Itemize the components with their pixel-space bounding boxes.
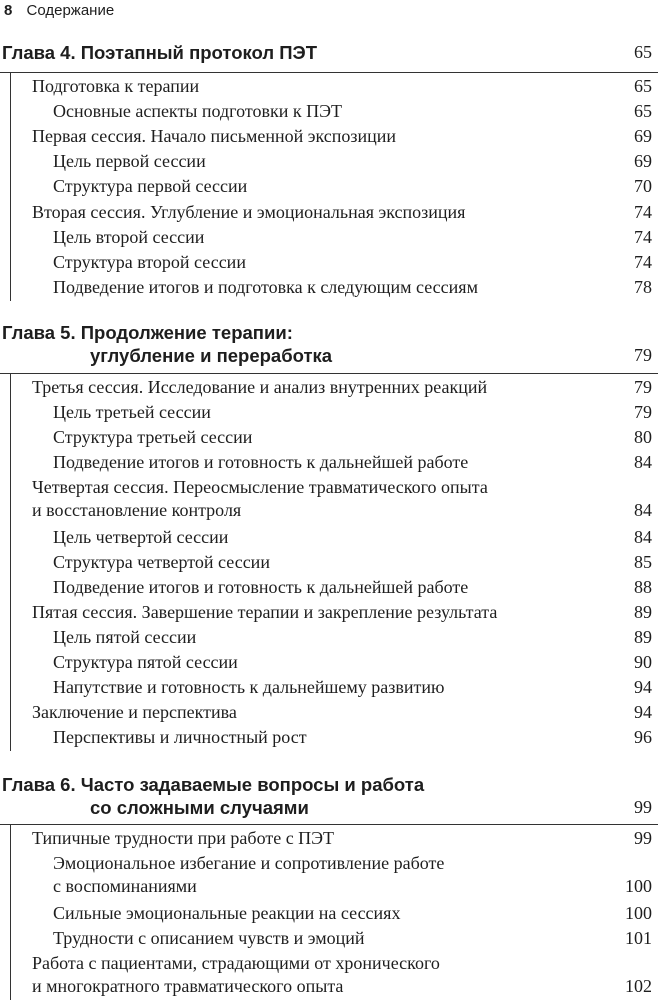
toc-entry[interactable]: Структура второй сессии 74 (53, 252, 652, 272)
toc-page: 85 (634, 552, 652, 572)
chapter-side-line (10, 824, 11, 1000)
chapter-title: Глава 6. Часто задаваемые вопросы и работа (2, 774, 425, 795)
toc-entry[interactable]: Подведение итогов и подготовка к следующим сессиям 78 (53, 277, 652, 297)
toc-entry[interactable]: Сильные эмоциональные реакции на сессиях 100 (53, 903, 652, 923)
chapter-title: Глава 5. Продолжение терапии: (2, 322, 293, 343)
toc-page: 65 (634, 76, 652, 96)
chapter-title: Глава 4. Поэтапный протокол ПЭТ (2, 42, 318, 63)
toc-entry[interactable]: Первая сессия. Начало письменной экспозиции 69 (32, 126, 652, 146)
chapter-side-line (10, 373, 11, 751)
toc-entry[interactable]: Эмоциональное избегание и сопротивление работе с воспоминаниями 100 (53, 853, 652, 896)
chapter-side-line (10, 72, 11, 301)
toc-entry[interactable]: Перспективы и личностный рост 96 (53, 727, 652, 747)
chapter-rule (0, 824, 658, 825)
toc-page: 94 (634, 677, 652, 697)
toc-page: 94 (634, 702, 652, 722)
toc-entry[interactable]: Третья сессия. Исследование и анализ внутренних реакций 79 (32, 377, 652, 397)
page-number: 8 (4, 2, 13, 19)
toc-page: 90 (634, 652, 652, 672)
running-title: Содержание (26, 2, 115, 19)
toc-entry[interactable]: Напутствие и готовность к дальнейшему развитию 94 (53, 677, 652, 697)
chapter-6-heading (2, 773, 652, 819)
chapter-rule (0, 373, 658, 374)
chapter-page: 79 (634, 345, 652, 365)
toc-entry[interactable]: Цель третьей сессии 79 (53, 402, 652, 422)
toc-page: 101 (625, 928, 652, 948)
toc-page: 88 (634, 577, 652, 597)
toc-page: 100 (625, 876, 652, 896)
toc-entry[interactable]: Структура пятой сессии 90 (53, 652, 652, 672)
toc-entry[interactable]: Трудности с описанием чувств и эмоций 101 (53, 928, 652, 948)
toc-page: 79 (634, 402, 652, 422)
toc-page: 84 (634, 500, 652, 520)
toc-entry[interactable]: Цель четвертой сессии 84 (53, 527, 652, 547)
running-header (4, 2, 114, 22)
toc-entry[interactable]: Цель второй сессии 74 (53, 227, 652, 247)
chapter-title-continued: углубление и переработка (90, 345, 333, 366)
toc-page: 84 (634, 452, 652, 472)
chapter-4-heading (2, 41, 652, 64)
chapter-page: 65 (634, 42, 652, 62)
toc-page: 70 (634, 176, 652, 196)
toc-entry[interactable]: Работа с пациентами, страдающими от хронического и многократного травматического опыта 102 (32, 953, 652, 996)
toc-page: 69 (634, 151, 652, 171)
toc-page: 74 (634, 202, 652, 222)
toc-page: 89 (634, 602, 652, 622)
chapter-rule (0, 72, 658, 73)
toc-page: 84 (634, 527, 652, 547)
toc-page: 65 (634, 101, 652, 121)
toc-entry[interactable]: Четвертая сессия. Переосмысление травматического опыта и восстановление контроля 84 (32, 477, 652, 520)
toc-entry[interactable]: Заключение и перспектива 94 (32, 702, 652, 722)
toc-entry[interactable]: Подготовка к терапии 65 (32, 76, 652, 96)
toc-page: 100 (625, 903, 652, 923)
toc-page: 80 (634, 427, 652, 447)
toc-entry[interactable]: Структура третьей сессии 80 (53, 427, 652, 447)
toc-entry[interactable]: Вторая сессия. Углубление и эмоциональная экспозиция 74 (32, 202, 652, 222)
chapter-page: 99 (634, 797, 652, 817)
toc-page: 102 (625, 976, 652, 996)
toc-page: 89 (634, 627, 652, 647)
toc-entry[interactable]: Структура четвертой сессии 85 (53, 552, 652, 572)
toc-page: 96 (634, 727, 652, 747)
toc-page: 78 (634, 277, 652, 297)
chapter-5-heading (2, 321, 652, 367)
toc-entry[interactable]: Типичные трудности при работе с ПЭТ 99 (32, 828, 652, 848)
toc-entry[interactable]: Пятая сессия. Завершение терапии и закрепление результата 89 (32, 602, 652, 622)
toc-page: 99 (634, 828, 652, 848)
toc-page: 74 (634, 227, 652, 247)
toc-entry[interactable]: Цель пятой сессии 89 (53, 627, 652, 647)
toc-page: 74 (634, 252, 652, 272)
chapter-title-continued: со сложными случаями (90, 797, 309, 818)
toc-entry[interactable]: Цель первой сессии 69 (53, 151, 652, 171)
toc-entry[interactable]: Подведение итогов и готовность к дальнейшей работе 88 (53, 577, 652, 597)
toc-entry[interactable]: Основные аспекты подготовки к ПЭТ 65 (53, 101, 652, 121)
toc-entry[interactable]: Структура первой сессии 70 (53, 176, 652, 196)
toc-entry[interactable]: Подведение итогов и готовность к дальнейшей работе 84 (53, 452, 652, 472)
toc-page: 79 (634, 377, 652, 397)
toc-page: 69 (634, 126, 652, 146)
